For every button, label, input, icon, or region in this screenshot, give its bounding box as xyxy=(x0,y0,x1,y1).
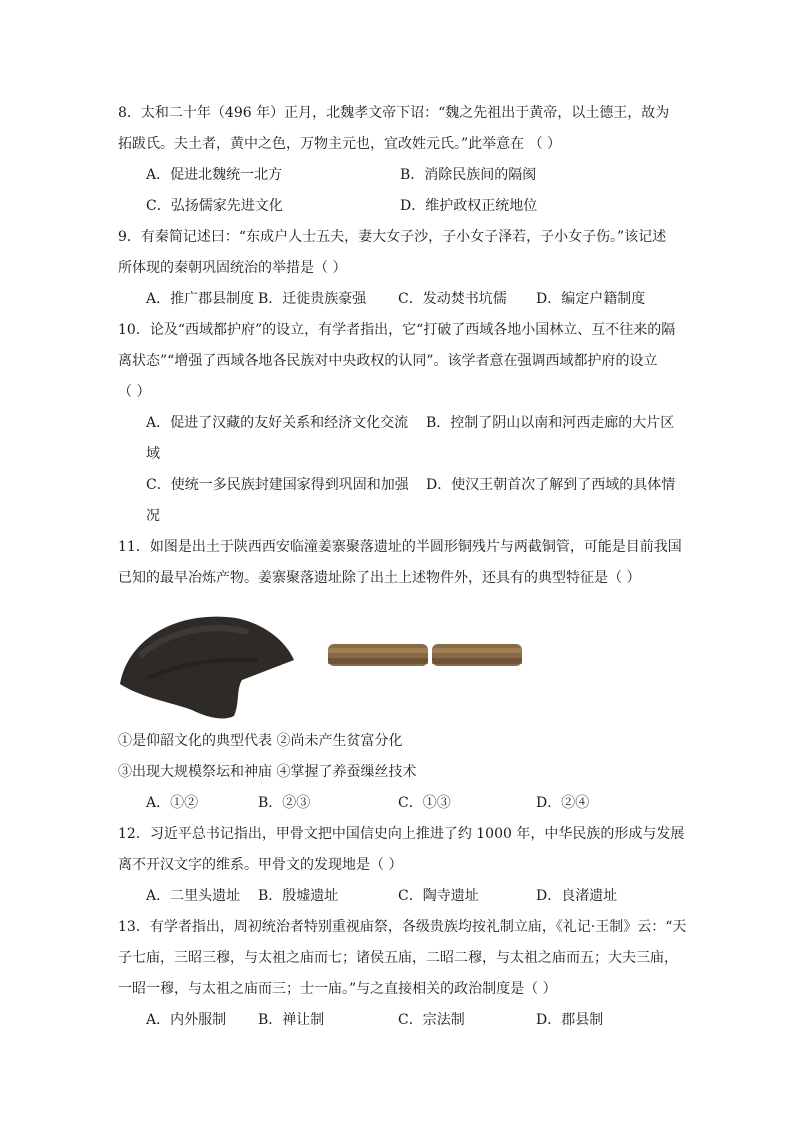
q13-option-b[interactable]: B．禅让制 xyxy=(258,1012,325,1028)
q11-option-c[interactable]: C．①③ xyxy=(398,795,451,811)
q11-stem-line2: 已知的最早冶炼产物。姜寨聚落遗址除了出土上述物件外，还具有的典型特征是（ ） xyxy=(118,570,641,586)
q11-artifact-images xyxy=(118,598,538,726)
q8-stem-line2: 拓跋氏。夫土者，黄中之色，万物主元也，宜改姓元氏。”此举意在 （ ） xyxy=(118,136,562,152)
q12-option-c[interactable]: C．陶寺遗址 xyxy=(398,888,479,904)
q10-option-a[interactable]: A．促进了汉藏的友好关系和经济文化交流 xyxy=(146,415,409,431)
q11-statement-4: ④掌握了养蚕缫丝技术 xyxy=(276,764,417,780)
q11-statement-1: ①是仰韶文化的典型代表 xyxy=(118,733,272,749)
q13-option-c[interactable]: C．宗法制 xyxy=(398,1012,465,1028)
q12-stem-line2: 离不开汉文字的维系。甲骨文的发现地是（ ） xyxy=(118,857,403,873)
q10-option-c[interactable]: C．使统一多民族封建国家得到巩固和加强 xyxy=(146,477,409,493)
q10-option-d[interactable]: D．使汉王朝首次了解到了西域的具体情 xyxy=(426,477,676,493)
q10-stem-line2: 离状态”“增强了西域各地各民族对中央政权的认同”。该学者意在强调西域都护府的设立 xyxy=(118,353,658,369)
q10-options-row1 xyxy=(118,408,688,439)
q12-option-d[interactable]: D．良渚遗址 xyxy=(536,888,618,904)
q9-option-c[interactable]: C．发动焚书坑儒 xyxy=(398,291,507,307)
q9-stem-line1: 9．有秦简记述曰：“东成户人士五夫，妻大女子沙，子小女子泽若，子小女子伤。”该记述 xyxy=(118,229,667,245)
q11-stem-line1: 11．如图是出土于陕西西安临潼姜寨聚落遗址的半圆形铜残片与两截铜管，可能是目前我国 xyxy=(118,539,682,555)
question-sheet xyxy=(118,98,688,1036)
q10-option-d-wrap: 况 xyxy=(146,508,160,524)
q13-options xyxy=(118,1005,688,1036)
q11-statement-3: ③出现大规模祭坛和神庙 xyxy=(118,764,272,780)
q12-option-a[interactable]: A．二里头遗址 xyxy=(146,888,241,904)
q9-option-a[interactable]: A．推广郡县制度 xyxy=(146,291,255,307)
q11-artifact-figure xyxy=(118,598,688,726)
q10-options-row2 xyxy=(118,470,688,501)
q10-option-b-wrap: 域 xyxy=(146,446,160,462)
q11-statements-row1 xyxy=(118,726,688,757)
q8-options-row2 xyxy=(118,191,688,222)
q11-statements-row2 xyxy=(118,757,688,788)
q12-options xyxy=(118,881,688,912)
q13-option-a[interactable]: A．内外服制 xyxy=(146,1012,227,1028)
q10-stem-line1: 10．论及“西域都护府”的设立，有学者指出，它“打破了西域各地小国林立、互不往来的隔 xyxy=(118,322,676,338)
q8-option-a[interactable]: A．促进北魏统一北方 xyxy=(146,167,283,183)
bronze-tube-image xyxy=(328,644,522,666)
q10-option-b[interactable]: B．控制了阴山以南和河西走廊的大片区 xyxy=(426,415,675,431)
q10-stem-line3: （ ） xyxy=(118,384,151,400)
q11-options xyxy=(118,788,688,819)
q11-statement-2: ②尚未产生贫富分化 xyxy=(276,733,403,749)
q8-stem-line1: 8．太和二十年（496 年）正月，北魏孝文帝下诏：“魏之先祖出于黄帝，以土德王，故为 xyxy=(118,105,670,121)
q13-option-d[interactable]: D．郡县制 xyxy=(536,1012,604,1028)
q9-option-d[interactable]: D．编定户籍制度 xyxy=(536,291,646,307)
q8-option-c[interactable]: C．弘扬儒家先进文化 xyxy=(146,198,283,214)
bronze-fragment-image xyxy=(120,617,294,719)
q8-option-b[interactable]: B．消除民族间的隔阂 xyxy=(400,167,537,183)
q11-option-a[interactable]: A．①② xyxy=(146,795,199,811)
q9-option-b[interactable]: B．迁徙贵族豪强 xyxy=(258,291,367,307)
q9-options xyxy=(118,284,688,315)
q8-options-row1 xyxy=(118,160,688,191)
q13-stem-line2: 子七庙，三昭三穆，与太祖之庙而七；诸侯五庙，二昭二穆，与太祖之庙而五；大夫三庙， xyxy=(118,950,678,966)
q13-stem-line1: 13．有学者指出，周初统治者特别重视庙祭，各级贵族均按礼制立庙，《礼记·王制》云：“天 xyxy=(118,919,687,935)
q8-option-d[interactable]: D．维护政权正统地位 xyxy=(400,198,538,214)
q12-option-b[interactable]: B．殷墟遗址 xyxy=(258,888,339,904)
q11-option-b[interactable]: B．②③ xyxy=(258,795,311,811)
q12-stem-line1: 12．习近平总书记指出，甲骨文把中国信史向上推进了约 1000 年，中华民族的形成与发展 xyxy=(118,826,685,842)
q9-stem-line2: 所体现的秦朝巩固统治的举措是（ ） xyxy=(118,260,347,276)
q11-option-d[interactable]: D．②④ xyxy=(536,795,590,811)
q13-stem-line3: 一昭一穆，与太祖之庙而三；士一庙。”与之直接相关的政治制度是（ ） xyxy=(118,981,557,997)
